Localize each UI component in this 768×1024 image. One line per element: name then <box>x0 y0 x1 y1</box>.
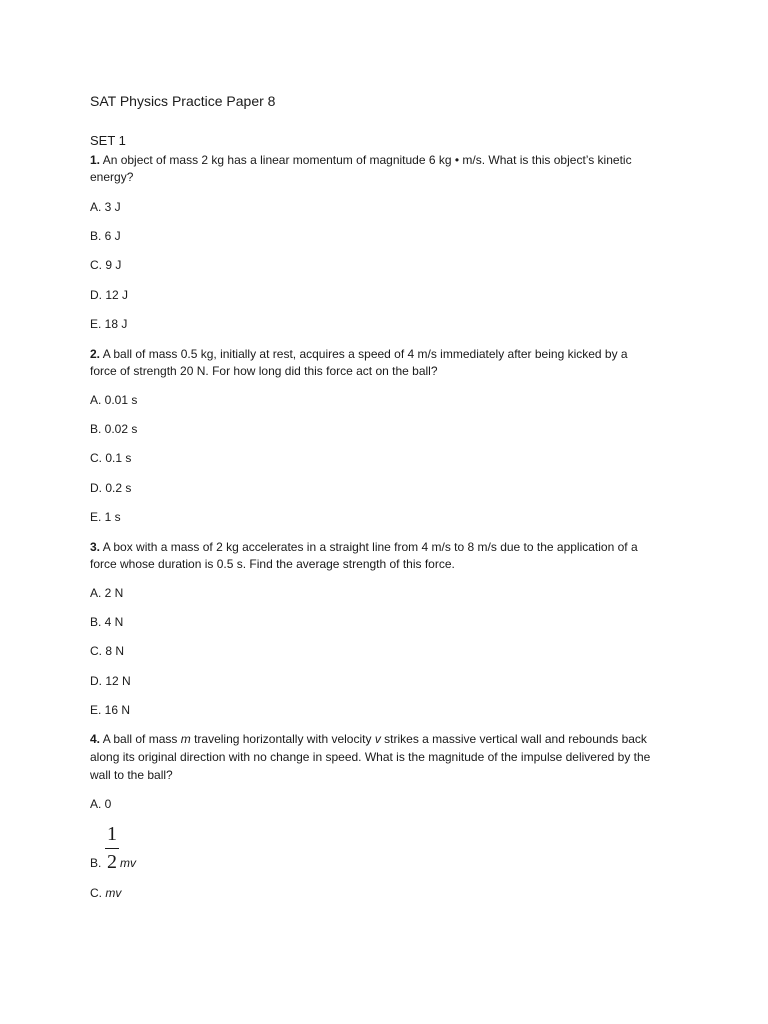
question-1-option-a: A. 3 J <box>90 200 121 214</box>
question-4-var-v: v <box>374 732 381 746</box>
question-2-stem-1: A ball of mass 0.5 kg, initially at rest, acquires a speed of 4 m/s immediately after being kicked by a <box>102 347 628 361</box>
question-4-option-b-label: B. <box>90 856 102 870</box>
question-3-option-e: E. 16 N <box>90 703 131 717</box>
question-2-text-line-1 <box>90 346 628 363</box>
question-1-number: 1. <box>90 153 101 167</box>
question-3-number: 3. <box>90 540 101 554</box>
question-3-option-d: D. 12 N <box>90 674 131 688</box>
question-4-var-m: m <box>180 732 191 746</box>
question-4-stem-1b: traveling horizontally with velocity <box>190 732 375 746</box>
question-4-stem-1a: A ball of mass <box>102 732 181 746</box>
question-1-option-d: D. 12 J <box>90 288 129 302</box>
question-3-text-line-1 <box>90 539 638 556</box>
question-1-option-c: C. 9 J <box>90 258 122 272</box>
question-4-stem-1c: strikes a massive vertical wall and rebounds back <box>380 732 647 746</box>
question-4-option-b-var: mv <box>120 856 136 870</box>
question-3-option-c: C. 8 N <box>90 644 125 658</box>
fraction-bar <box>105 848 119 849</box>
question-1-text-line-1 <box>90 152 632 169</box>
question-4-option-c-label: C. <box>90 886 102 900</box>
question-1-text-line-2: energy? <box>90 170 134 184</box>
question-2-number: 2. <box>90 347 101 361</box>
question-3-option-a: A. 2 N <box>90 586 124 600</box>
question-3-text-line-2: force whose duration is 0.5 s. Find the average strength of this force. <box>90 557 455 571</box>
fraction-denominator: 2 <box>107 851 117 873</box>
question-2-option-c: C. 0.1 s <box>90 451 132 465</box>
question-4-text-line-1 <box>90 731 647 748</box>
question-1-option-b: B. 6 J <box>90 229 121 243</box>
set-label: SET 1 <box>90 133 126 148</box>
question-4-option-c <box>90 885 121 902</box>
question-3-option-b: B. 4 N <box>90 615 124 629</box>
question-1-stem-1: An object of mass 2 kg has a linear momentum of magnitude 6 kg • m/s. What is this object’s kinetic <box>102 153 632 167</box>
fraction-numerator: 1 <box>107 823 117 845</box>
question-2-text-line-2: force of strength 20 N. For how long did this force act on the ball? <box>90 364 438 378</box>
question-4-option-a: A. 0 <box>90 797 112 811</box>
question-4-text-line-3: wall to the ball? <box>90 768 173 782</box>
question-4-text-line-2: along its original direction with no change in speed. What is the magnitude of the impulse delivered by the <box>90 750 651 764</box>
question-2-option-a: A. 0.01 s <box>90 393 138 407</box>
question-4-number: 4. <box>90 732 101 746</box>
question-2-option-d: D. 0.2 s <box>90 481 132 495</box>
question-3-stem-1: A box with a mass of 2 kg accelerates in a straight line from 4 m/s to 8 m/s due to the application of a <box>102 540 638 554</box>
question-2-option-e: E. 1 s <box>90 510 121 524</box>
question-4-option-c-var: mv <box>105 886 122 900</box>
question-2-option-b: B. 0.02 s <box>90 422 138 436</box>
document-title: SAT Physics Practice Paper 8 <box>90 93 276 109</box>
question-1-option-e: E. 18 J <box>90 317 128 331</box>
